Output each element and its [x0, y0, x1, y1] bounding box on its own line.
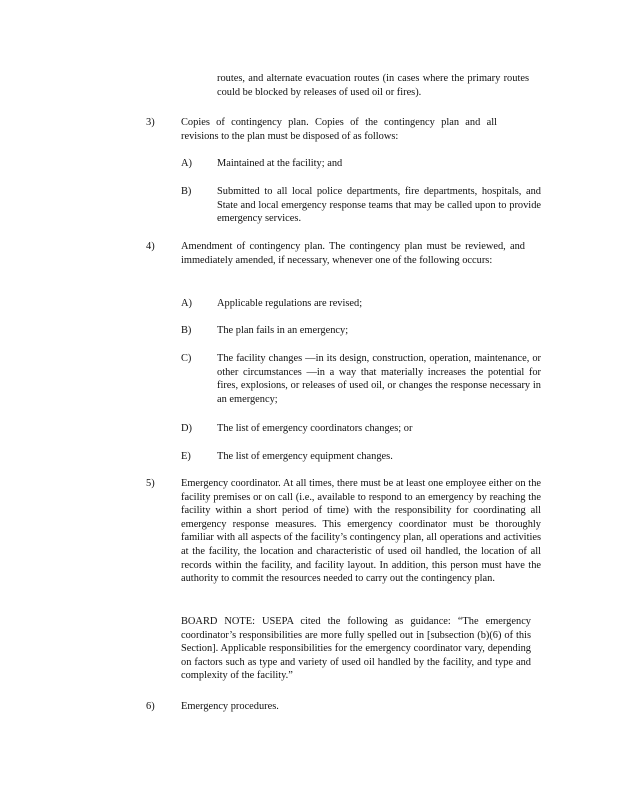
subitem-text: The list of emergency coordinators changes; or — [217, 423, 413, 434]
subitem-letter: D) — [181, 423, 192, 434]
subitem-letter: E) — [181, 451, 191, 462]
subitem-letter: B) — [181, 186, 192, 197]
board-note: BOARD NOTE: USEPA cited the following as guidance: “The emergency coordinator’s responsibilities are more fully spelled out in [subsection (b)(6) of this Section]. Applicable responsibilities for the emergency coordinator vary, depending on factors such as type and variety of used oil handled by the facility, and type and complexity of the facility.” — [181, 616, 531, 682]
continuation-paragraph: routes, and alternate evacuation routes (in cases where the primary routes could be blocked by releases of used oil or fires). — [217, 73, 529, 98]
subitem-letter: A) — [181, 158, 192, 169]
item-text: Amendment of contingency plan. The contingency plan must be reviewed, and immediately amended, if necessary, whenever one of the following occurs: — [181, 241, 525, 266]
item-number: 4) — [146, 241, 155, 252]
item-number: 6) — [146, 701, 155, 712]
subitem-text: The facility changes —in its design, construction, operation, maintenance, or other circumstances —in a way that materially increases the potential for fires, explosions, or releases of used oil, or changes the response necessary in an emergency; — [217, 353, 541, 405]
subitem-text: Applicable regulations are revised; — [217, 298, 363, 309]
subitem-letter: B) — [181, 325, 192, 336]
item-number: 3) — [146, 117, 155, 128]
subitem-text: Submitted to all local police departments, fire departments, hospitals, and State and local emergency response teams that may be called upon to provide emergency services. — [217, 186, 541, 225]
subitem-text: Maintained at the facility; and — [217, 158, 343, 169]
item-text: Copies of contingency plan. Copies of the contingency plan and all revisions to the plan must be disposed of as follows: — [181, 117, 497, 142]
item-text: Emergency procedures. — [181, 701, 279, 712]
subitem-letter: C) — [181, 353, 192, 364]
subitem-text: The plan fails in an emergency; — [217, 325, 349, 336]
item-number: 5) — [146, 478, 155, 489]
item-text: Emergency coordinator. At all times, there must be at least one employee either on the facility premises or on call (i.e., available to respond to an emergency by reaching the facility within a short period of time) with the responsibility for coordinating all emergency response measures. This emergency coordinator must be thoroughly familiar with all aspects of the facility’s contingency plan, all operations and activities at the facility, the location and characteristic of used oil handled, the location of all records within the facility, and facility layout. In addition, this person must have the authority to commit the resources needed to carry out the contingency plan. — [181, 478, 541, 585]
subitem-letter: A) — [181, 298, 192, 309]
subitem-text: The list of emergency equipment changes. — [217, 451, 393, 462]
